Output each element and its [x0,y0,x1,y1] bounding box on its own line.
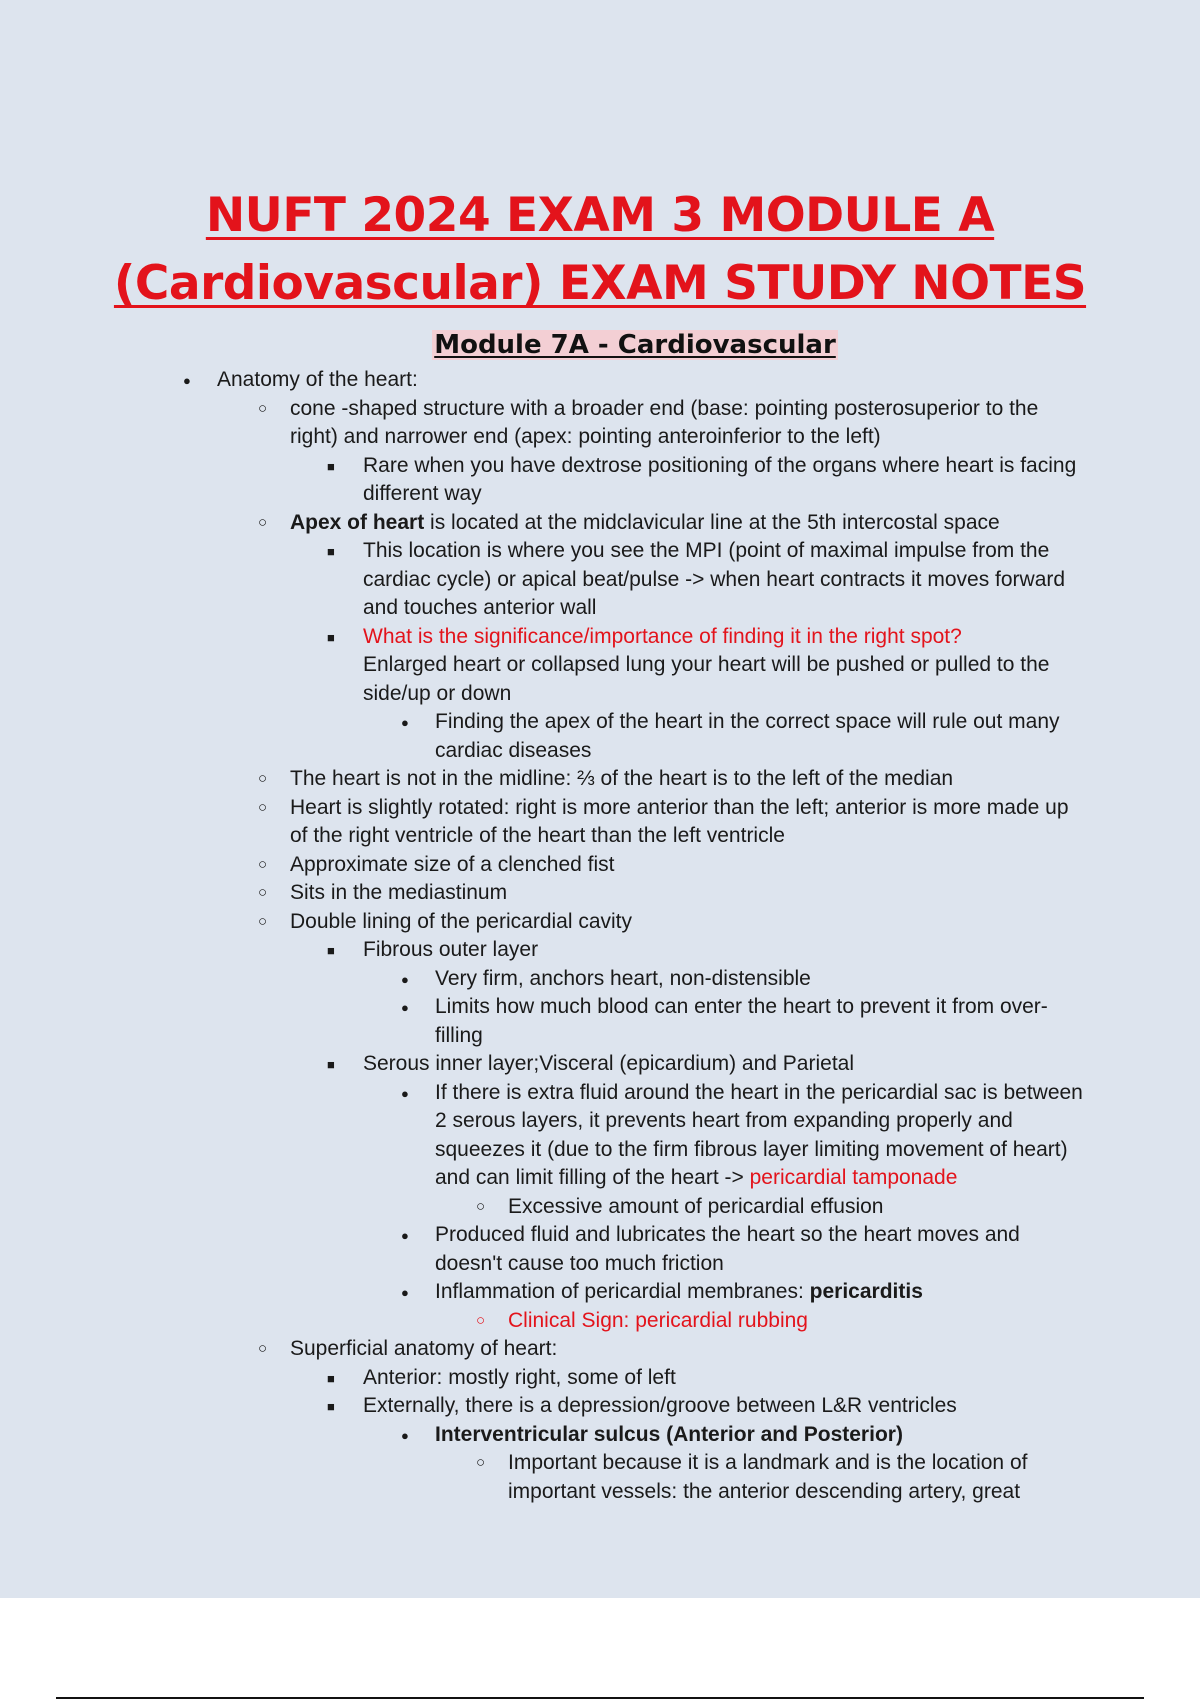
list-item: ○ Double lining of the pericardial cavity [290,908,1090,937]
document-title-line2: (Cardiovascular) EXAM STUDY NOTES [113,256,1087,311]
list-item: ○ Excessive amount of pericardial effusion [508,1193,1088,1222]
list-item [435,1278,1088,1307]
list-item: ● Finding the apex of the heart in the correct space will rule out many cardiac diseases [435,708,1088,765]
list-item: ■ Fibrous outer layer [363,936,1088,965]
list-item: ■ This location is where you see the MPI (point of maximal impulse from the cardiac cycle) or apical beat/pulse -> when heart contracts it moves forward and touches anterior wall [363,537,1088,623]
list-item: ○ Clinical Sign: pericardial rubbing [508,1307,1088,1336]
significance-question: What is the significance/importance of finding it in the right spot? [363,624,962,648]
significance-answer: Enlarged heart or collapsed lung your heart will be pushed or pulled to the side/up or down [363,653,1050,705]
list-item: ■ Anterior: mostly right, some of left [363,1364,1088,1393]
list-item: ○ cone -shaped structure with a broader end (base: pointing posterosuperior to the right) and narrower end (apex: pointing anteroinferior to the left) [290,395,1090,452]
list-item: ○ Important because it is a landmark and is the location of important vessels: the anterior descending artery, great [508,1449,1088,1506]
apex-label: Apex of heart [290,510,425,534]
list-item: ● Very firm, anchors heart, non-distensible [435,965,1088,994]
tamponade-term: pericardial tamponade [749,1166,958,1189]
list-item: ○ Sits in the mediastinum [290,879,1090,908]
list-item [435,1079,1088,1193]
module-subtitle-text: Module 7A - Cardiovascular [434,330,836,360]
notes-list [0,366,1200,1506]
list-item: ○ Heart is slightly rotated: right is more anterior than the left; anterior is more made up of the right ventricle of the heart than the left ventricle [290,794,1090,851]
list-item [290,509,1090,538]
list-item: ○ The heart is not in the midline: ⅔ of the heart is to the left of the median [290,765,1090,794]
document-title-line1: NUFT 2024 EXAM 3 MODULE A [205,188,995,243]
list-item [363,623,1088,709]
list-item: ○ Approximate size of a clenched fist [290,851,1090,880]
list-item: ● Interventricular sulcus (Anterior and Posterior) [435,1421,1088,1450]
pericarditis-term: pericarditis [809,1280,923,1303]
apex-text: is located at the midclavicular line at the 5th intercostal space [424,510,1000,534]
list-item: ○ Superficial anatomy of heart: [290,1335,1090,1364]
inflammation-text: Inflammation of pericardial membranes: [435,1280,810,1303]
list-item: ● Anatomy of the heart: [217,366,1087,395]
list-item: ■ Externally, there is a depression/groove between L&R ventricles [363,1392,1088,1421]
module-subtitle [0,330,1200,360]
footer-divider [56,1697,1144,1699]
list-item: ■ Rare when you have dextrose positioning of the organs where heart is facing different way [363,452,1088,509]
list-item: ● Produced fluid and lubricates the heart so the heart moves and doesn't cause too much friction [435,1221,1088,1278]
list-item: ● Limits how much blood can enter the heart to prevent it from over-filling [435,993,1088,1050]
extra-fluid-text: If there is extra fluid around the heart in the pericardial sac is between 2 serous layers, it prevents heart from expanding properly and squeezes it (due to the firm fibrous layer limiting movement of heart) and can limit filling of the heart -> [435,1080,1083,1189]
list-item: ■ Serous inner layer;Visceral (epicardium) and Parietal [363,1050,1088,1079]
